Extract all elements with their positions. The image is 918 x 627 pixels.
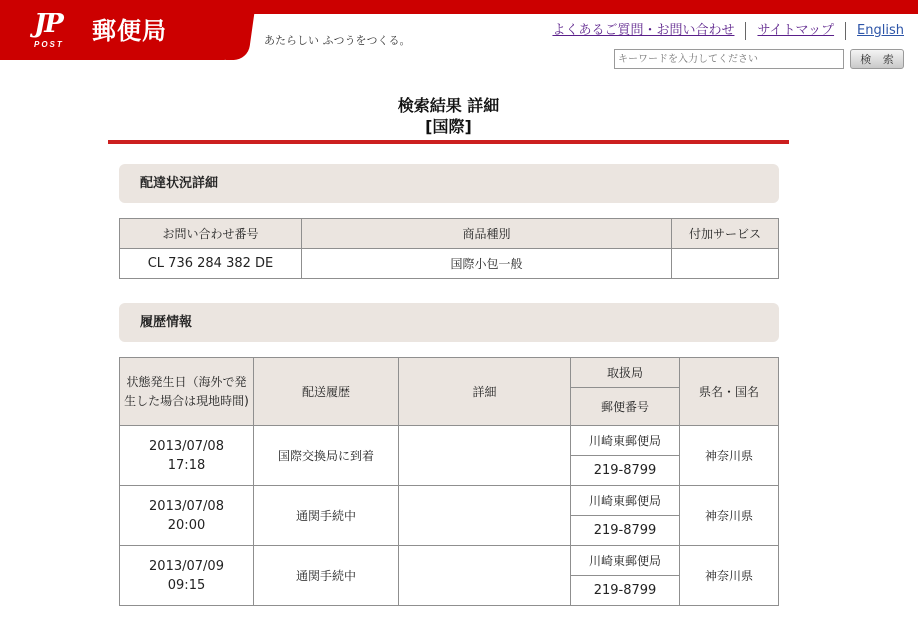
handling-office: 川崎東郵便局 [571,426,680,456]
page-title-sub: [国際] [425,117,472,136]
brand-name[interactable]: 郵便局 [92,17,167,45]
column-header-region: 県名・国名 [680,358,779,426]
table-row [120,486,779,516]
handling-office: 川崎東郵便局 [571,486,680,516]
event-status: 国際交換局に到着 [254,426,399,486]
table-row [120,249,779,279]
column-header-office: 取扱局 [571,358,680,388]
postal-code: 219-8799 [571,516,680,546]
event-status: 通関手続中 [254,546,399,606]
event-detail [399,426,571,486]
title-divider [108,140,789,144]
search-input[interactable] [614,49,844,69]
sitemap-link[interactable]: サイトマップ [757,23,835,38]
column-header: 商品種別 [302,219,672,249]
event-date: 2013/07/08 [149,438,224,454]
table-row [120,426,779,456]
link-divider [745,22,746,40]
event-time: 20:00 [167,517,206,533]
top-links [552,22,904,40]
event-datetime [120,486,254,546]
extra-service [672,249,779,279]
region: 神奈川県 [680,426,779,486]
column-header-postal-code: 郵便番号 [571,388,680,426]
table-row [120,546,779,576]
event-detail [399,486,571,546]
region: 神奈川県 [680,546,779,606]
column-header: お問い合わせ番号 [120,219,302,249]
event-detail [399,546,571,606]
english-link[interactable]: English [857,23,904,38]
delivery-status-table [119,218,779,279]
column-header-detail: 詳細 [399,358,571,426]
region: 神奈川県 [680,486,779,546]
search-button[interactable]: 検 索 [850,49,904,69]
site-search [614,49,904,69]
column-header-date: 状態発生日（海外で発生した場合は現地時間) [120,358,254,426]
logo-post-text: POST [34,40,64,49]
postal-code: 219-8799 [571,576,680,606]
page-title-main: 検索結果 詳細 [397,96,500,115]
logo-mark-text: JP [34,9,62,39]
page-title [108,95,789,137]
event-date: 2013/07/09 [149,558,224,574]
tracking-number: CL 736 284 382 DE [120,249,302,279]
history-heading: 履歴情報 [119,303,779,342]
event-status: 通関手続中 [254,486,399,546]
event-datetime [120,546,254,606]
column-header-event: 配送履歴 [254,358,399,426]
delivery-status-heading: 配達状況詳細 [119,164,779,203]
product-type: 国際小包一般 [302,249,672,279]
column-header: 付加サービス [672,219,779,249]
jp-post-logo-icon [34,11,82,51]
postal-code: 219-8799 [571,456,680,486]
event-time: 17:18 [167,457,206,473]
faq-contact-link[interactable]: よくあるご質問・お問い合わせ [552,23,735,38]
link-divider [845,22,846,40]
event-datetime [120,426,254,486]
event-time: 09:15 [167,577,206,593]
tagline: あたらしい ふつうをつくる。 [264,34,411,47]
event-date: 2013/07/08 [149,498,224,514]
history-table [119,357,779,606]
handling-office: 川崎東郵便局 [571,546,680,576]
